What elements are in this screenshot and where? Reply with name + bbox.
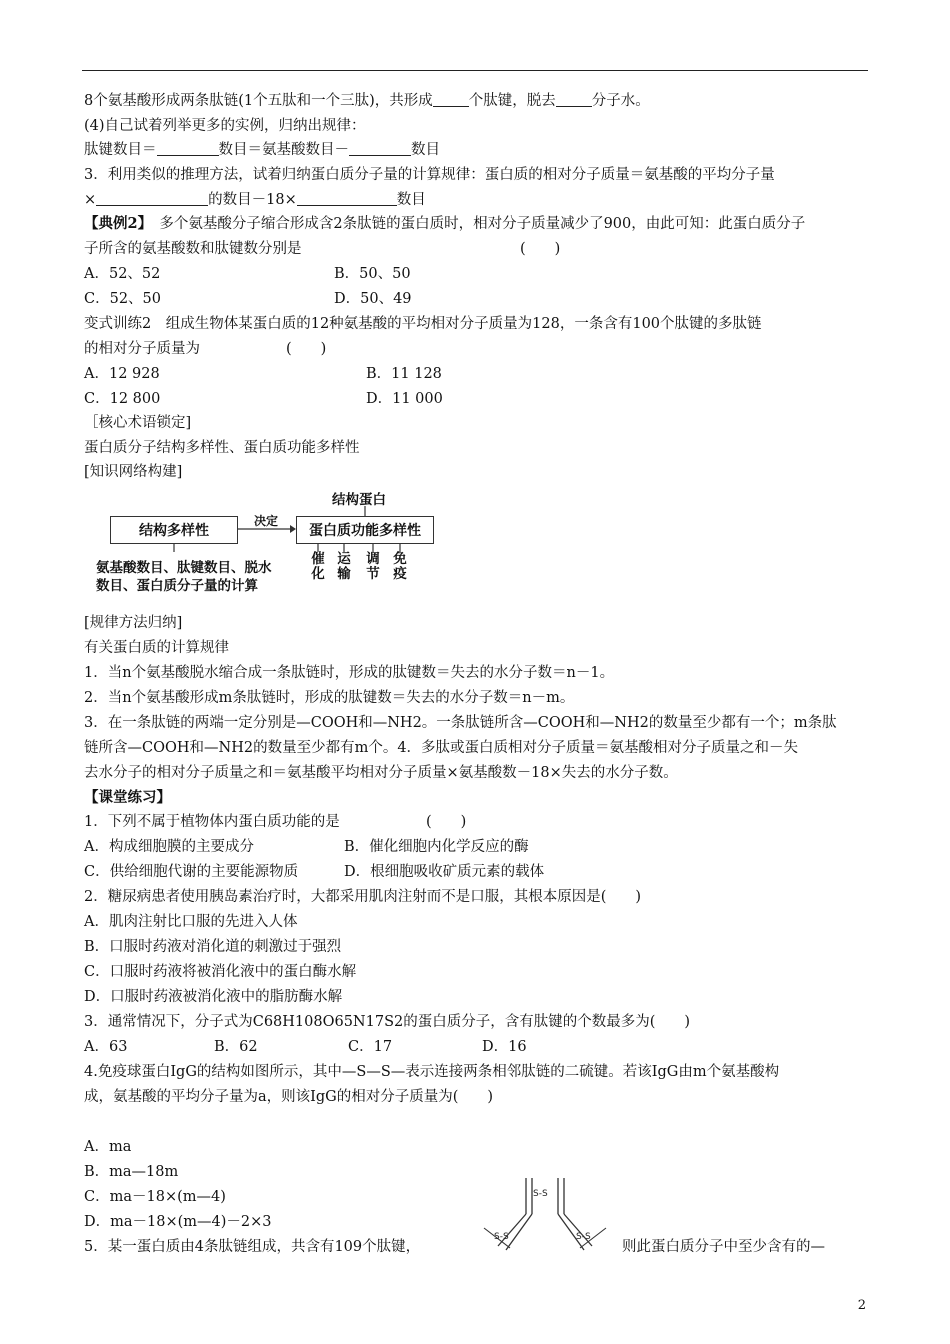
text-line: (4)自己试着列举更多的实例，归纳出规律： [84, 118, 366, 134]
rule-1: 1．当n个氨基酸脱水缩合成一条肽链时，形成的肽键数＝失去的水分子数＝n－1。 [84, 665, 615, 681]
text-line: 肽键数目＝ 数目＝氨基酸数目－ 数目 [84, 142, 440, 158]
option-b: B．口服时药液对消化道的刺激过于强烈 [84, 939, 342, 955]
example-2-question: 【典例2】 多个氨基酸分子缩合形成含2条肽链的蛋白质时，相对分子质量减少了900，由此可知：此蛋白质分子 [84, 215, 806, 232]
disulfide-bond-label: S-S [494, 1232, 509, 1242]
option-b: B．50、50 [334, 266, 411, 282]
calculation-items-line1: 氨基酸数目、肽键数目、脱水 [96, 560, 272, 576]
text-line: × 的数目－18× 数目 [84, 192, 426, 208]
function-catalysis: 催化 [311, 551, 325, 582]
section-heading: 【课堂练习】 [84, 789, 171, 806]
section-heading: [知识网络构建] [84, 464, 183, 480]
option-b: B．11 128 [366, 366, 442, 382]
calculation-items-line2: 数目、蛋白质分子量的计算 [96, 578, 258, 594]
option-c: C．12 800 [84, 391, 161, 407]
function-immunity: 免疫 [393, 551, 407, 582]
function-diversity-box: 蛋白质功能多样性 [296, 516, 434, 544]
rule-3-cont: 链所含—COOH和—NH2的数量至少都有m个。4．多肽或蛋白质相对分子质量＝氨基酸相对分子质量之和－失 [84, 740, 799, 756]
option-a: A．ma [84, 1139, 132, 1155]
option-c: C．口服时药液将被消化液中的蛋白酶水解 [84, 964, 357, 980]
option-b: B．催化细胞内化学反应的酶 [344, 839, 529, 855]
option-c: C．供给细胞代谢的主要能源物质 [84, 864, 299, 880]
knowledge-network-diagram [96, 486, 436, 596]
option-a: A．63 [84, 1039, 128, 1055]
option-b: B．62 [214, 1039, 258, 1055]
text-line: 子所含的氨基酸数和肽键数分别是 [84, 241, 302, 257]
option-d: D．16 [482, 1039, 527, 1055]
disulfide-bond-label: S-S [533, 1189, 548, 1199]
option-c: C．17 [348, 1039, 393, 1055]
answer-paren: ( ) [426, 814, 467, 830]
text-line: 成，氨基酸的平均分子量为a，则该IgG的相对分子质量为( ) [84, 1089, 494, 1105]
option-d: D．根细胞吸收矿质元素的载体 [344, 864, 545, 880]
option-d: D．11 000 [366, 391, 443, 407]
rule-2: 2．当n个氨基酸形成m条肽链时，形成的肽键数＝失去的水分子数＝n－m。 [84, 690, 575, 706]
option-a: A．肌肉注射比口服的先进入人体 [84, 914, 298, 930]
question-4: 4.免疫球蛋白IgG的结构如图所示，其中—S—S—表示连接两条相邻肽链的二硫键。若该IgG由m个氨基酸构 [84, 1064, 780, 1080]
option-a: A．52、52 [84, 266, 161, 282]
function-regulation: 调节 [366, 551, 380, 582]
igg-structure-figure [480, 1176, 610, 1256]
option-a: A．12 928 [84, 366, 160, 382]
question-3: 3．通常情况下，分子式为C68H108O65N17S2的蛋白质分子，含有肽键的个数最多为( ) [84, 1014, 691, 1030]
option-d: D．50、49 [334, 291, 412, 307]
rule-3: 3．在一条肽链的两端一定分别是—COOH和—NH2。一条肽链所含—COOH和—NH2的数量至少都有一个；m条肽 [84, 715, 837, 731]
arrow-label: 决定 [254, 514, 279, 528]
option-b: B．ma—18m [84, 1164, 179, 1180]
option-c: C．52、50 [84, 291, 161, 307]
disulfide-bond-label: S-S [576, 1232, 591, 1242]
answer-paren: ( ) [286, 341, 327, 357]
variant-2-question: 变式训练2 组成生物体某蛋白质的12种氨基酸的平均相对分子质量为128，一条含有100个肽键的多肽链 [84, 316, 762, 332]
question-2: 2．糖尿病患者使用胰岛素治疗时，大都采用肌肉注射而不是口服，其根本原因是( ) [84, 889, 642, 905]
option-d: D．ma－18×(m—4)－2×3 [84, 1214, 272, 1230]
page-number: 2 [857, 1298, 866, 1313]
option-c: C．ma－18×(m—4) [84, 1189, 226, 1205]
section-heading: [规律方法归纳] [84, 615, 183, 631]
rule-3-cont: 去水分子的相对分子质量之和＝氨基酸平均相对分子质量×氨基酸数－18×失去的水分子数。 [84, 765, 678, 781]
header-rule [82, 70, 868, 71]
text-line: 8个氨基酸形成两条肽链(1个五肽和一个三肽)，共形成 个肽键，脱去 分子水。 [84, 93, 650, 109]
answer-paren: ( ) [520, 241, 561, 257]
question-5-cont: 则此蛋白质分子中至少含有的— [622, 1239, 825, 1255]
question-5: 5．某一蛋白质由4条肽链组成，共含有109个肽键， [84, 1239, 421, 1255]
section-heading: ［核心术语锁定] [84, 415, 192, 431]
text-line: 的相对分子质量为 [84, 341, 200, 357]
structural-protein-label: 结构蛋白 [332, 492, 386, 508]
function-transport: 运输 [337, 551, 351, 582]
text-line: 蛋白质分子结构多样性、蛋白质功能多样性 [84, 440, 360, 456]
structure-diversity-box: 结构多样性 [110, 516, 238, 544]
question-1: 1．下列不属于植物体内蛋白质功能的是 [84, 814, 340, 830]
text-line: 有关蛋白质的计算规律 [84, 640, 229, 656]
option-d: D．口服时药液被消化液中的脂肪酶水解 [84, 989, 343, 1005]
option-a: A．构成细胞膜的主要成分 [84, 839, 254, 855]
text-line: 3．利用类似的推理方法，试着归纳蛋白质分子量的计算规律：蛋白质的相对分子质量＝氨基酸的平均分子量 [84, 167, 775, 183]
